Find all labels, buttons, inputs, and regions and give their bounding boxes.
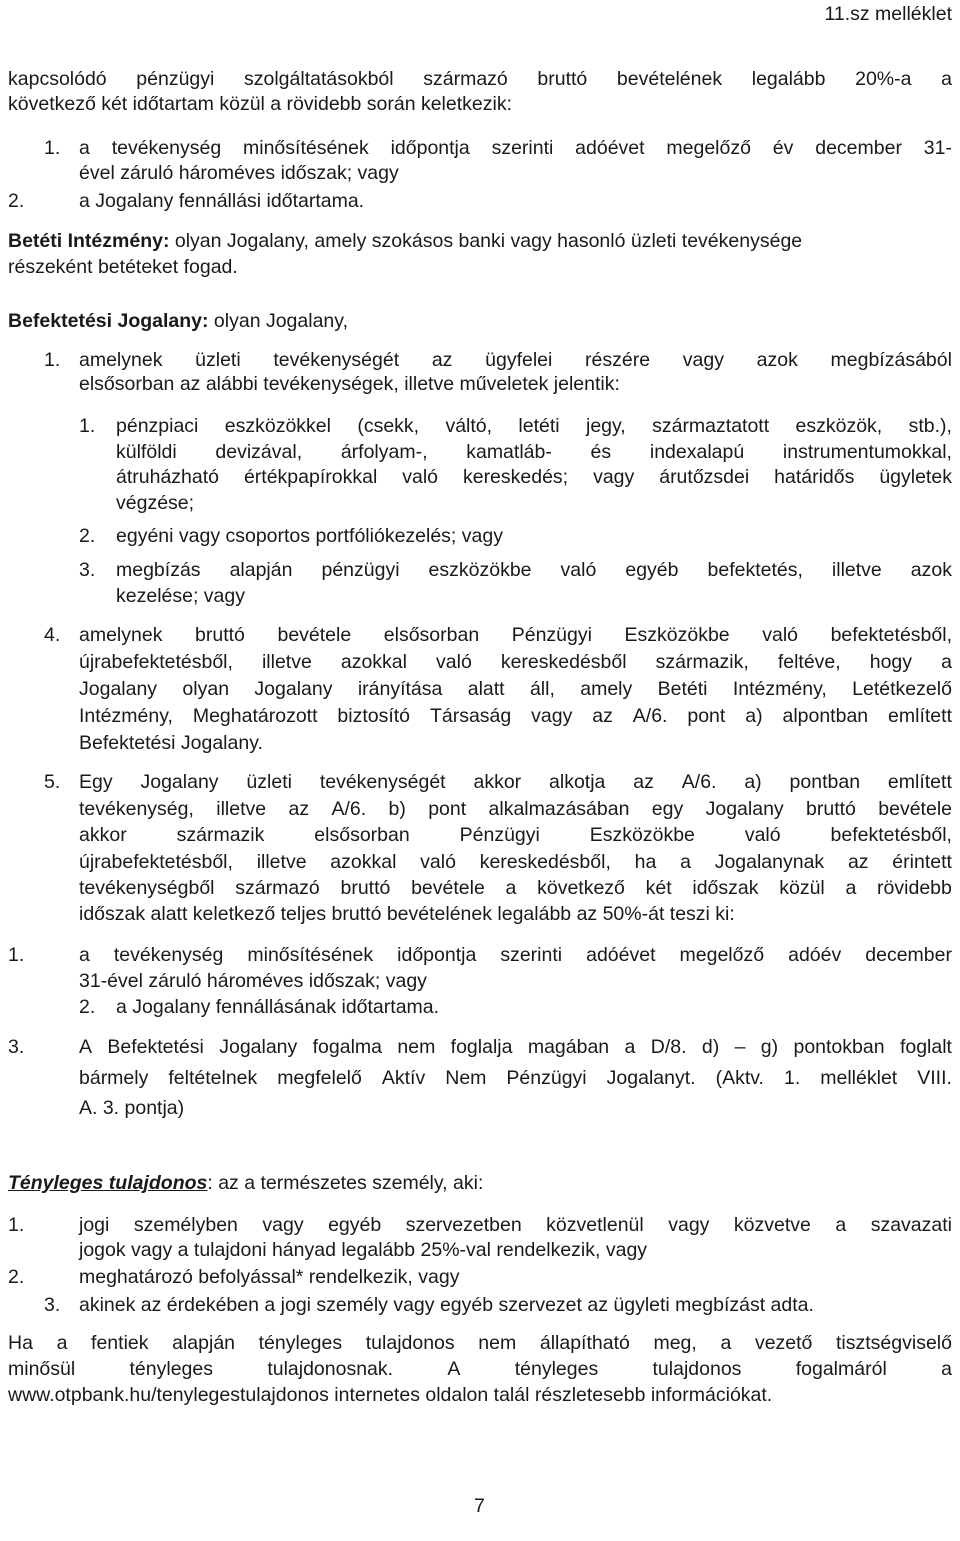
bef-item-3-text-2: bármely feltételnek megfelelő Aktív Nem Pénzügyi Jogalanyt. (Aktv. 1. melléklet VIII. [79, 1067, 952, 1089]
bef-item-1-line-2: elsősorban az alábbi tevékenységek, illetve műveletek jelentik: [79, 373, 620, 395]
bef-item-4-line-4 [79, 704, 952, 728]
bef-item-5-line-3 [79, 823, 952, 847]
closing-text-2: minősül tényleges tulajdonosnak. A tényleges tulajdonos fogalmáról a [8, 1358, 952, 1380]
period-item-2-num: 2. [79, 996, 96, 1018]
bef-item-5-num: 5. [44, 771, 61, 793]
bef-item-5-text-1: Egy Jogalany üzleti tevékenységét akkor alkotja az A/6. a) pontban említett [79, 771, 952, 793]
tenyleges-def: : az a természetes személy, aki: [207, 1172, 484, 1194]
teny-item-1-num: 1. [8, 1214, 25, 1236]
bef-sub-2-num: 2. [79, 525, 96, 547]
bef-sub-1-line-2 [116, 440, 952, 464]
bef-item-5-text-4: újrabefektetésből, illetve azokkal való kereskedésből, ha a Jogalanynak az érintett [79, 851, 952, 873]
beteti-term: Betéti Intézmény: [8, 230, 170, 252]
intro-line-2: következő két időtartam közül a rövidebb során keletkezik: [8, 93, 513, 115]
intro-text-1: kapcsolódó pénzügyi szolgáltatásokból származó bruttó bevételének legalább 20%-a a [8, 68, 952, 90]
teny-item-2-line: meghatározó befolyással* rendelkezik, vagy [79, 1266, 460, 1288]
bef-item-4-text-2: újrabefektetésből, illetve azokkal való kereskedésből származik, feltéve, hogy a [79, 651, 952, 673]
bef-sub-1-line-3 [116, 465, 952, 489]
bef-item-1-num: 1. [44, 349, 61, 371]
bef-item-5-text-5: tevékenységből származó bruttó bevétele a következő két időszak közül a rövidebb [79, 877, 952, 899]
period-item-1-num: 1. [8, 944, 25, 966]
beteti-line-1 [8, 229, 802, 253]
bef-sub-2-line: egyéni vagy csoportos portfóliókezelés; vagy [116, 525, 503, 547]
bef-item-5-line-1 [79, 770, 952, 794]
bef-sub-1-text-2: külföldi devizával, árfolyam-, kamatláb- és indexalapú instrumentumokkal, [116, 441, 952, 463]
befektetesi-term: Befektetési Jogalany: [8, 310, 209, 332]
bef-item-3-text-1: A Befektetési Jogalany fogalma nem foglalja magában a D/8. d) – g) pontokban foglalt [79, 1036, 952, 1058]
bef-sub-1-text-3: átruházható értékpapírokkal való kereskedés; vagy árutőzsdei határidős ügyletek [116, 466, 952, 488]
intro-item-2-num: 2. [8, 190, 25, 212]
intro-item-2-line: a Jogalany fennállási időtartama. [79, 190, 365, 212]
bef-item-1-line-1 [79, 348, 952, 372]
bef-item-4-text-1: amelynek bruttó bevétele elsősorban Pénzügyi Eszközökbe való befektetésből, [79, 624, 952, 646]
bef-item-5-text-2: tevékenység, illetve az A/6. b) pont alkalmazásában egy Jogalany bruttó bevétele [79, 798, 952, 820]
period-item-2-line: a Jogalany fennállásának időtartama. [116, 996, 440, 1018]
intro-line-1 [8, 67, 952, 91]
intro-item-1-text-1: a tevékenység minősítésének időpontja szerinti adóévet megelőző év december 31- [79, 137, 952, 159]
bef-sub-3-line-1 [116, 558, 952, 582]
bef-item-5-line-4 [79, 850, 952, 874]
bef-item-1-text-1: amelynek üzleti tevékenységét az ügyfelei részére vagy azok megbízásából [79, 349, 952, 371]
annex-label: 11.sz melléklet [824, 3, 952, 25]
bef-item-5-line-6: időszak alatt keletkező teljes bruttó bevételének legalább az 50%-át teszi ki: [79, 903, 735, 925]
bef-sub-3-line-2: kezelése; vagy [116, 585, 245, 607]
bef-item-5-text-3: akkor származik elsősorban Pénzügyi Eszközökbe való befektetésből, [79, 824, 952, 846]
bef-item-4-num: 4. [44, 624, 61, 646]
period-item-1-line-2: 31-ével záruló hároméves időszak; vagy [79, 970, 427, 992]
bef-item-4-text-4: Intézmény, Meghatározott biztosító Társaság vagy az A/6. pont a) alpontban említett [79, 705, 952, 727]
bef-sub-1-num: 1. [79, 415, 96, 437]
bef-item-3-line-2 [79, 1066, 952, 1090]
bef-item-4-line-2 [79, 650, 952, 674]
bef-item-4-line-5: Befektetési Jogalany. [79, 732, 263, 754]
teny-item-3-num: 3. [44, 1294, 61, 1316]
befektetesi-heading [8, 309, 348, 333]
teny-item-1-line-1 [79, 1213, 952, 1237]
intro-item-1-num: 1. [44, 137, 61, 159]
bef-item-5-line-2 [79, 797, 952, 821]
teny-item-2-num: 2. [8, 1266, 25, 1288]
closing-text-1: Ha a fentiek alapján tényleges tulajdonos nem állapítható meg, a vezető tisztségviselő [8, 1332, 952, 1354]
period-item-1-text-1: a tevékenység minősítésének időpontja szerinti adóévet megelőző adóév december [79, 944, 952, 966]
bef-sub-3-num: 3. [79, 559, 96, 581]
intro-item-1-line-1 [79, 136, 952, 160]
teny-item-1-text-1: jogi személyben vagy egyéb szervezetben közvetlenül vagy közvetve a szavazati [79, 1214, 952, 1236]
befektetesi-def: olyan Jogalany, [213, 310, 348, 332]
closing-line-1 [8, 1331, 952, 1355]
page-number: 7 [474, 1495, 485, 1517]
bef-sub-1-line-4: végzése; [116, 492, 195, 514]
bef-sub-3-text-1: megbízás alapján pénzügyi eszközökbe való egyéb befektetés, illetve azok [116, 559, 952, 581]
beteti-def: olyan Jogalany, amely szokásos banki vagy hasonló üzleti tevékenysége [174, 230, 803, 252]
bef-item-4-line-3 [79, 677, 952, 701]
bef-item-4-line-1 [79, 623, 952, 647]
intro-item-1-line-2: ével záruló hároméves időszak; vagy [79, 162, 399, 184]
bef-item-3-line-3: A. 3. pontja) [79, 1097, 185, 1119]
teny-item-3-line: akinek az érdekében a jogi személy vagy egyéb szervezet az ügyleti megbízást adta. [79, 1294, 814, 1316]
bef-item-4-text-3: Jogalany olyan Jogalany irányítása alatt áll, amely Betéti Intézmény, Letétkezelő [79, 678, 952, 700]
closing-line-2 [8, 1357, 952, 1381]
bef-item-5-line-5 [79, 876, 952, 900]
bef-sub-1-text-1: pénzpiaci eszközökkel (csekk, váltó, letéti jegy, származtatott eszközök, stb.), [116, 415, 952, 437]
beteti-line-2: részeként betéteket fogad. [8, 256, 238, 278]
tenyleges-term: Tényleges tulajdonos [8, 1172, 208, 1194]
bef-item-3-line-1 [79, 1035, 952, 1059]
period-item-1-line-1 [79, 943, 952, 967]
closing-line-3: www.otpbank.hu/tenylegestulajdonos internetes oldalon talál részletesebb információkat. [8, 1384, 773, 1406]
tenyleges-heading [8, 1171, 483, 1195]
teny-item-1-line-2: jogok vagy a tulajdoni hányad legalább 25%-val rendelkezik, vagy [79, 1239, 648, 1261]
bef-item-3-num: 3. [8, 1036, 25, 1058]
bef-sub-1-line-1 [116, 414, 952, 438]
